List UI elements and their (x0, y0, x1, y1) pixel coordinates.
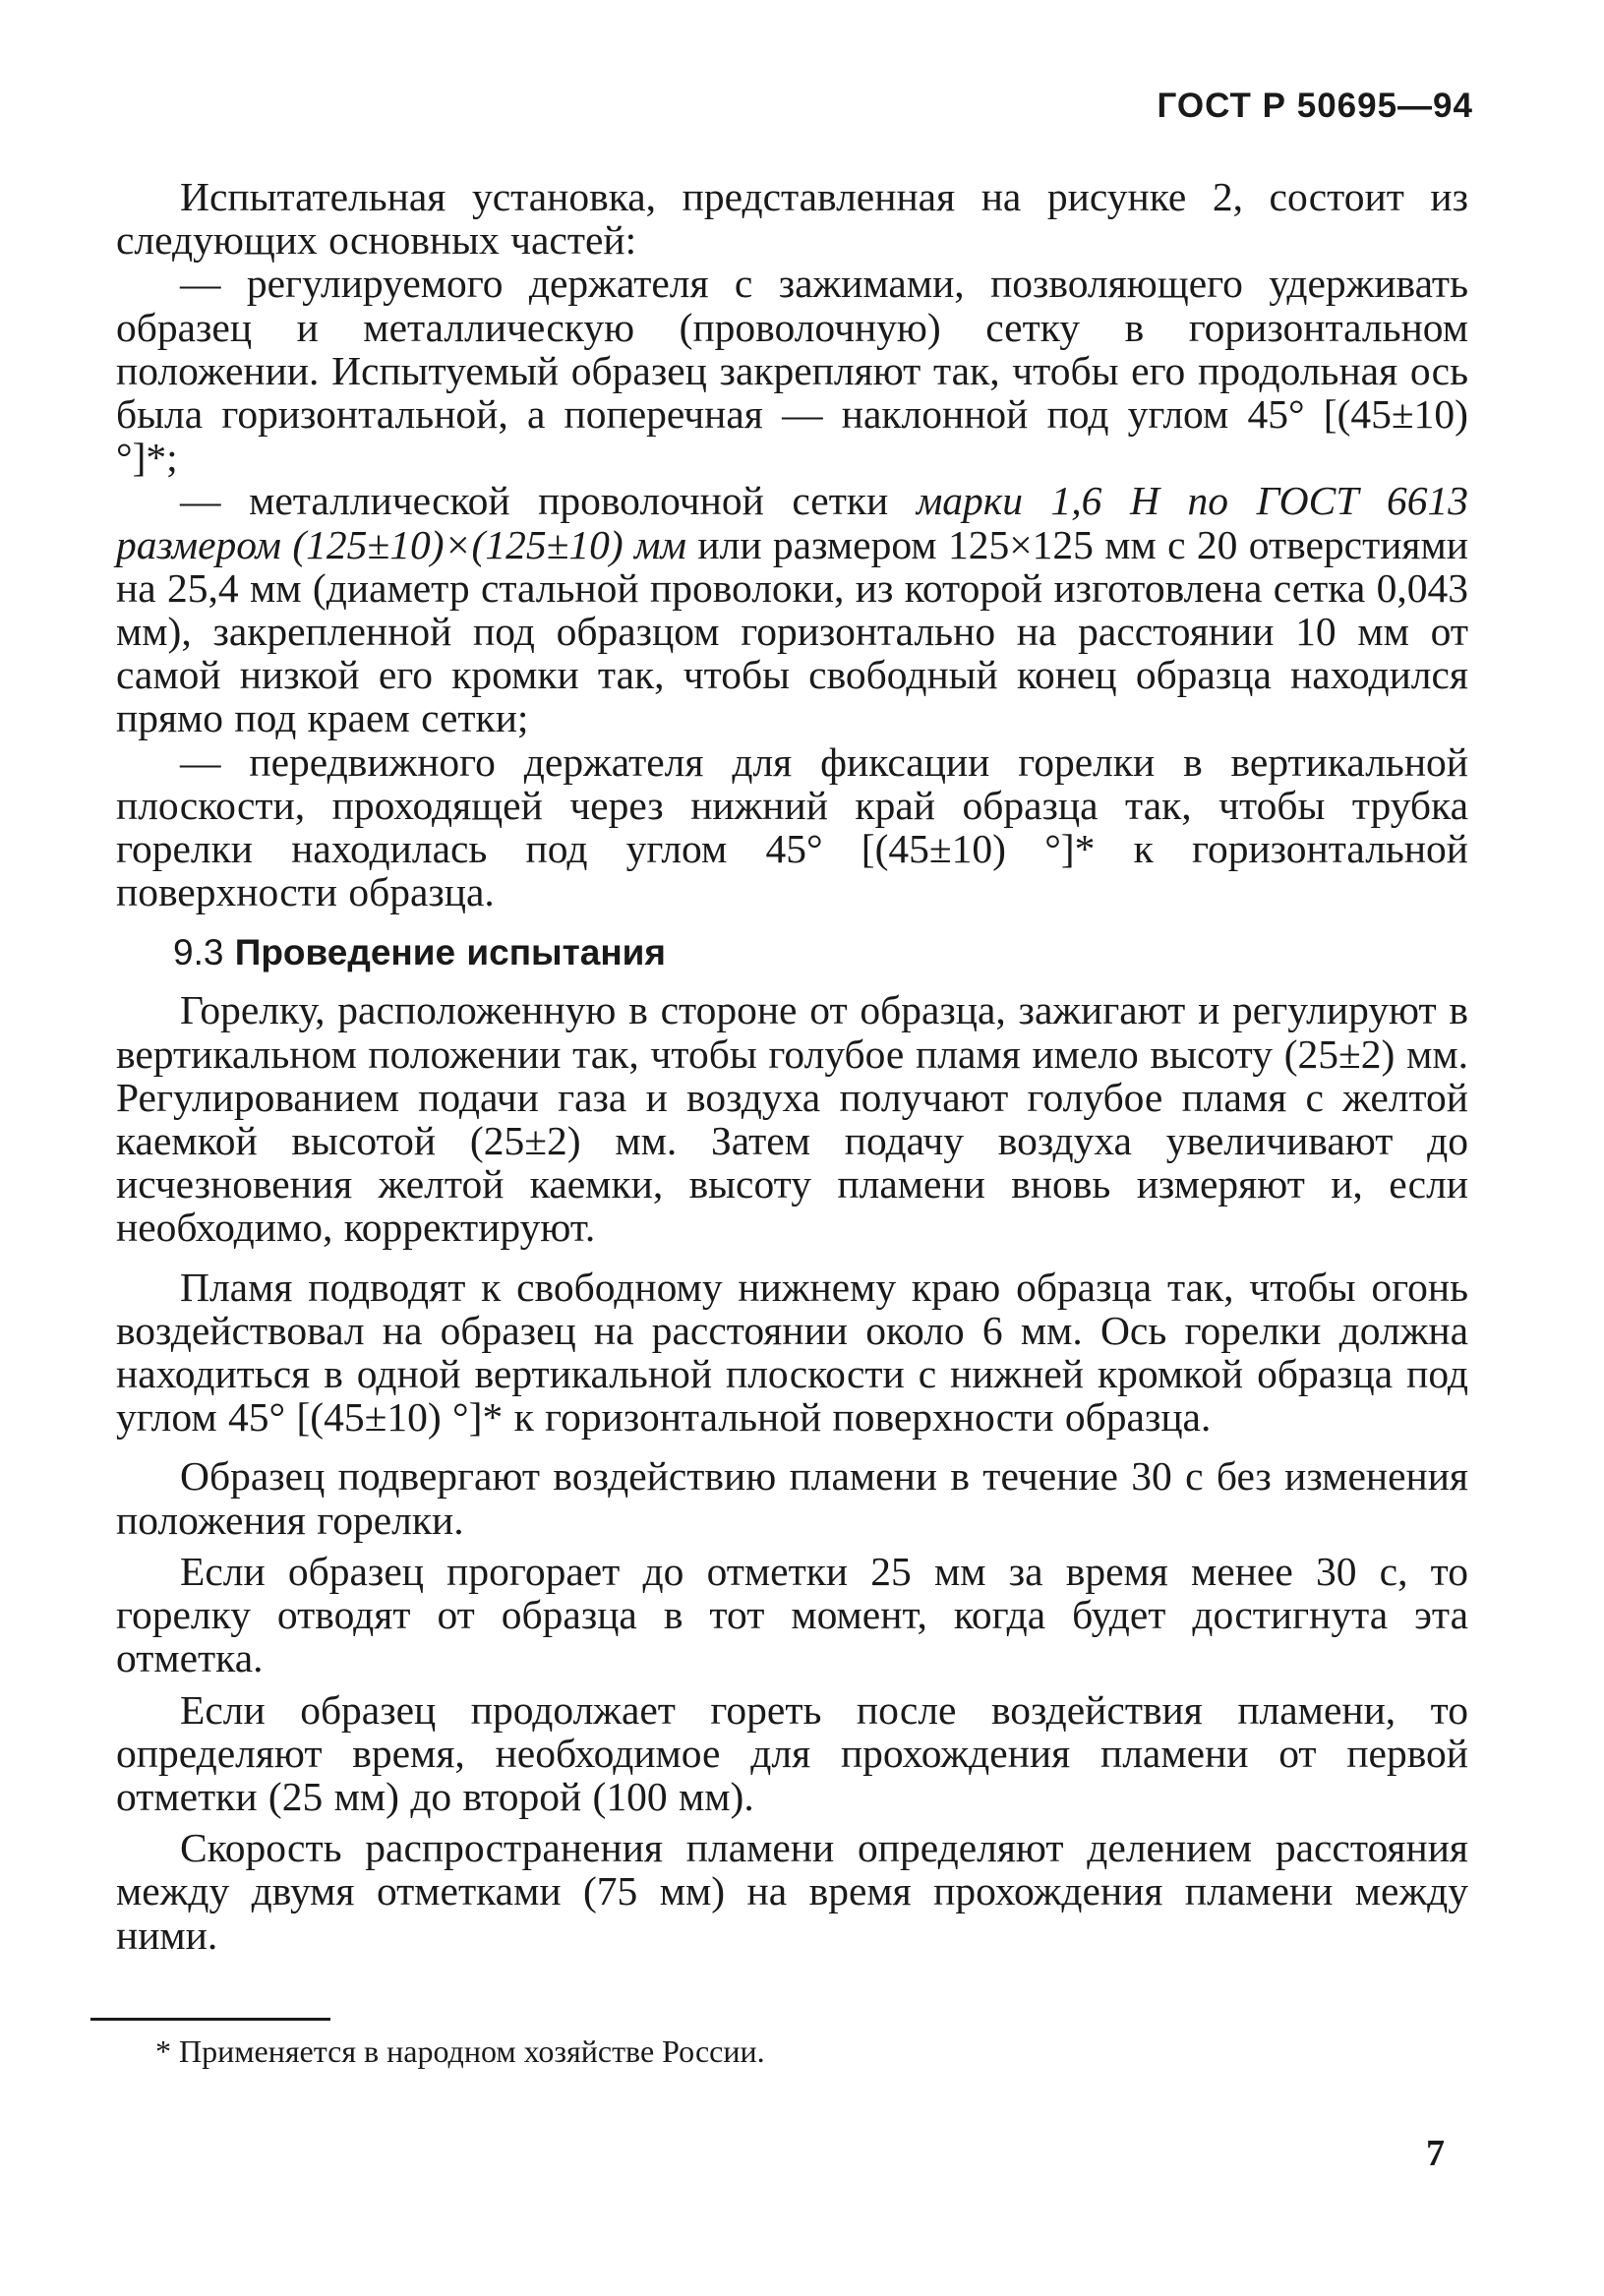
test-paragraph: Если образец продолжает гореть после воздействия пламени, то определяют время, необходимое для прохождения пламени от первой отметки (25 мм) до второй (100 мм). (116, 1686, 1468, 1819)
test-paragraph: Если образец прогорает до отметки 25 мм за время менее 30 с, то горелку отводят от образца в тот момент, когда будет достигнута эта отметка. (116, 1548, 1468, 1681)
page-body (116, 175, 1468, 1957)
section-title: Проведение испытания (234, 932, 667, 973)
footnote-divider (90, 2018, 330, 2021)
section-heading (116, 931, 1468, 974)
mesh-rest-text: или размером 125×125 мм с 20 отверстиями на 25,4 мм (диаметр стальной проволоки, из которой изготовлена сетка 0,043 мм), закрепленной под образцом горизонтально на расстоянии 10 мм от самой низкой его кромки так, чтобы свободный конец образца находился прямо под краем сетки; (116, 521, 1468, 741)
list-item-burner-holder: — передвижного держателя для фиксации горелки в вертикальной плоскости, проходящей через нижний край образца так, чтобы трубка горелки находилась под углом 45° [(45±10) °]* к горизонтальной поверхности образца. (116, 738, 1468, 915)
test-paragraph: Образец подвергают воздействию пламени в течение 30 с без изменения положения горелки. (116, 1453, 1468, 1543)
section-number: 9.3 (173, 932, 224, 973)
test-paragraph: Горелку, расположенную в стороне от образца, зажигают и регулируют в вертикальном положении так, чтобы голубое пламя имело высоту (25±2) мм. Регулированием подачи газа и воздуха получают голубое пламя с желтой каемкой высотой (25±2) мм. Затем подачу воздуха увеличивают до исчезновения желтой каемки, высоту пламени вновь измеряют и, если необходимо, корректируют. (116, 987, 1468, 1251)
intro-paragraph: Испытательная установка, представленная на рисунке 2, состоит из следующих основных частей: (116, 174, 1468, 264)
mesh-lead-text: — металлической проволочной сетки (180, 478, 917, 524)
test-paragraph: Скорость распространения пламени определяют делением расстояния между двумя отметками (75 мм) на время прохождения пламени между ними. (116, 1825, 1468, 1958)
list-item-wire-mesh (116, 479, 1468, 739)
test-paragraph: Пламя подводят к свободному нижнему краю образца так, чтобы огонь воздействовал на образец на расстоянии около 6 мм. Ось горелки должна находиться в одной вертикальной плоскости с нижней кромкой образца под углом 45° [(45±10) °]* к горизонтальной поверхности образца. (116, 1264, 1468, 1441)
list-item-holder: — регулируемого держателя с зажимами, позволяющего удерживать образец и металлическую (проволочную) сетку в горизонтальном положении. Испытуемый образец закрепляют так, чтобы его продольная ось была горизонтальной, а поперечная — наклонной под углом 45° [(45±10) °]*; (116, 261, 1468, 481)
footnote: * Применяется в народном хозяйстве России. (155, 2033, 765, 2069)
document-code: ГОСТ Р 50695—94 (1157, 87, 1473, 125)
page-number: 7 (1426, 2133, 1445, 2174)
mesh-spec-italic: марки 1,6 Н по ГОСТ 6613 размером (125±10)×(125±10) мм (116, 478, 1468, 567)
